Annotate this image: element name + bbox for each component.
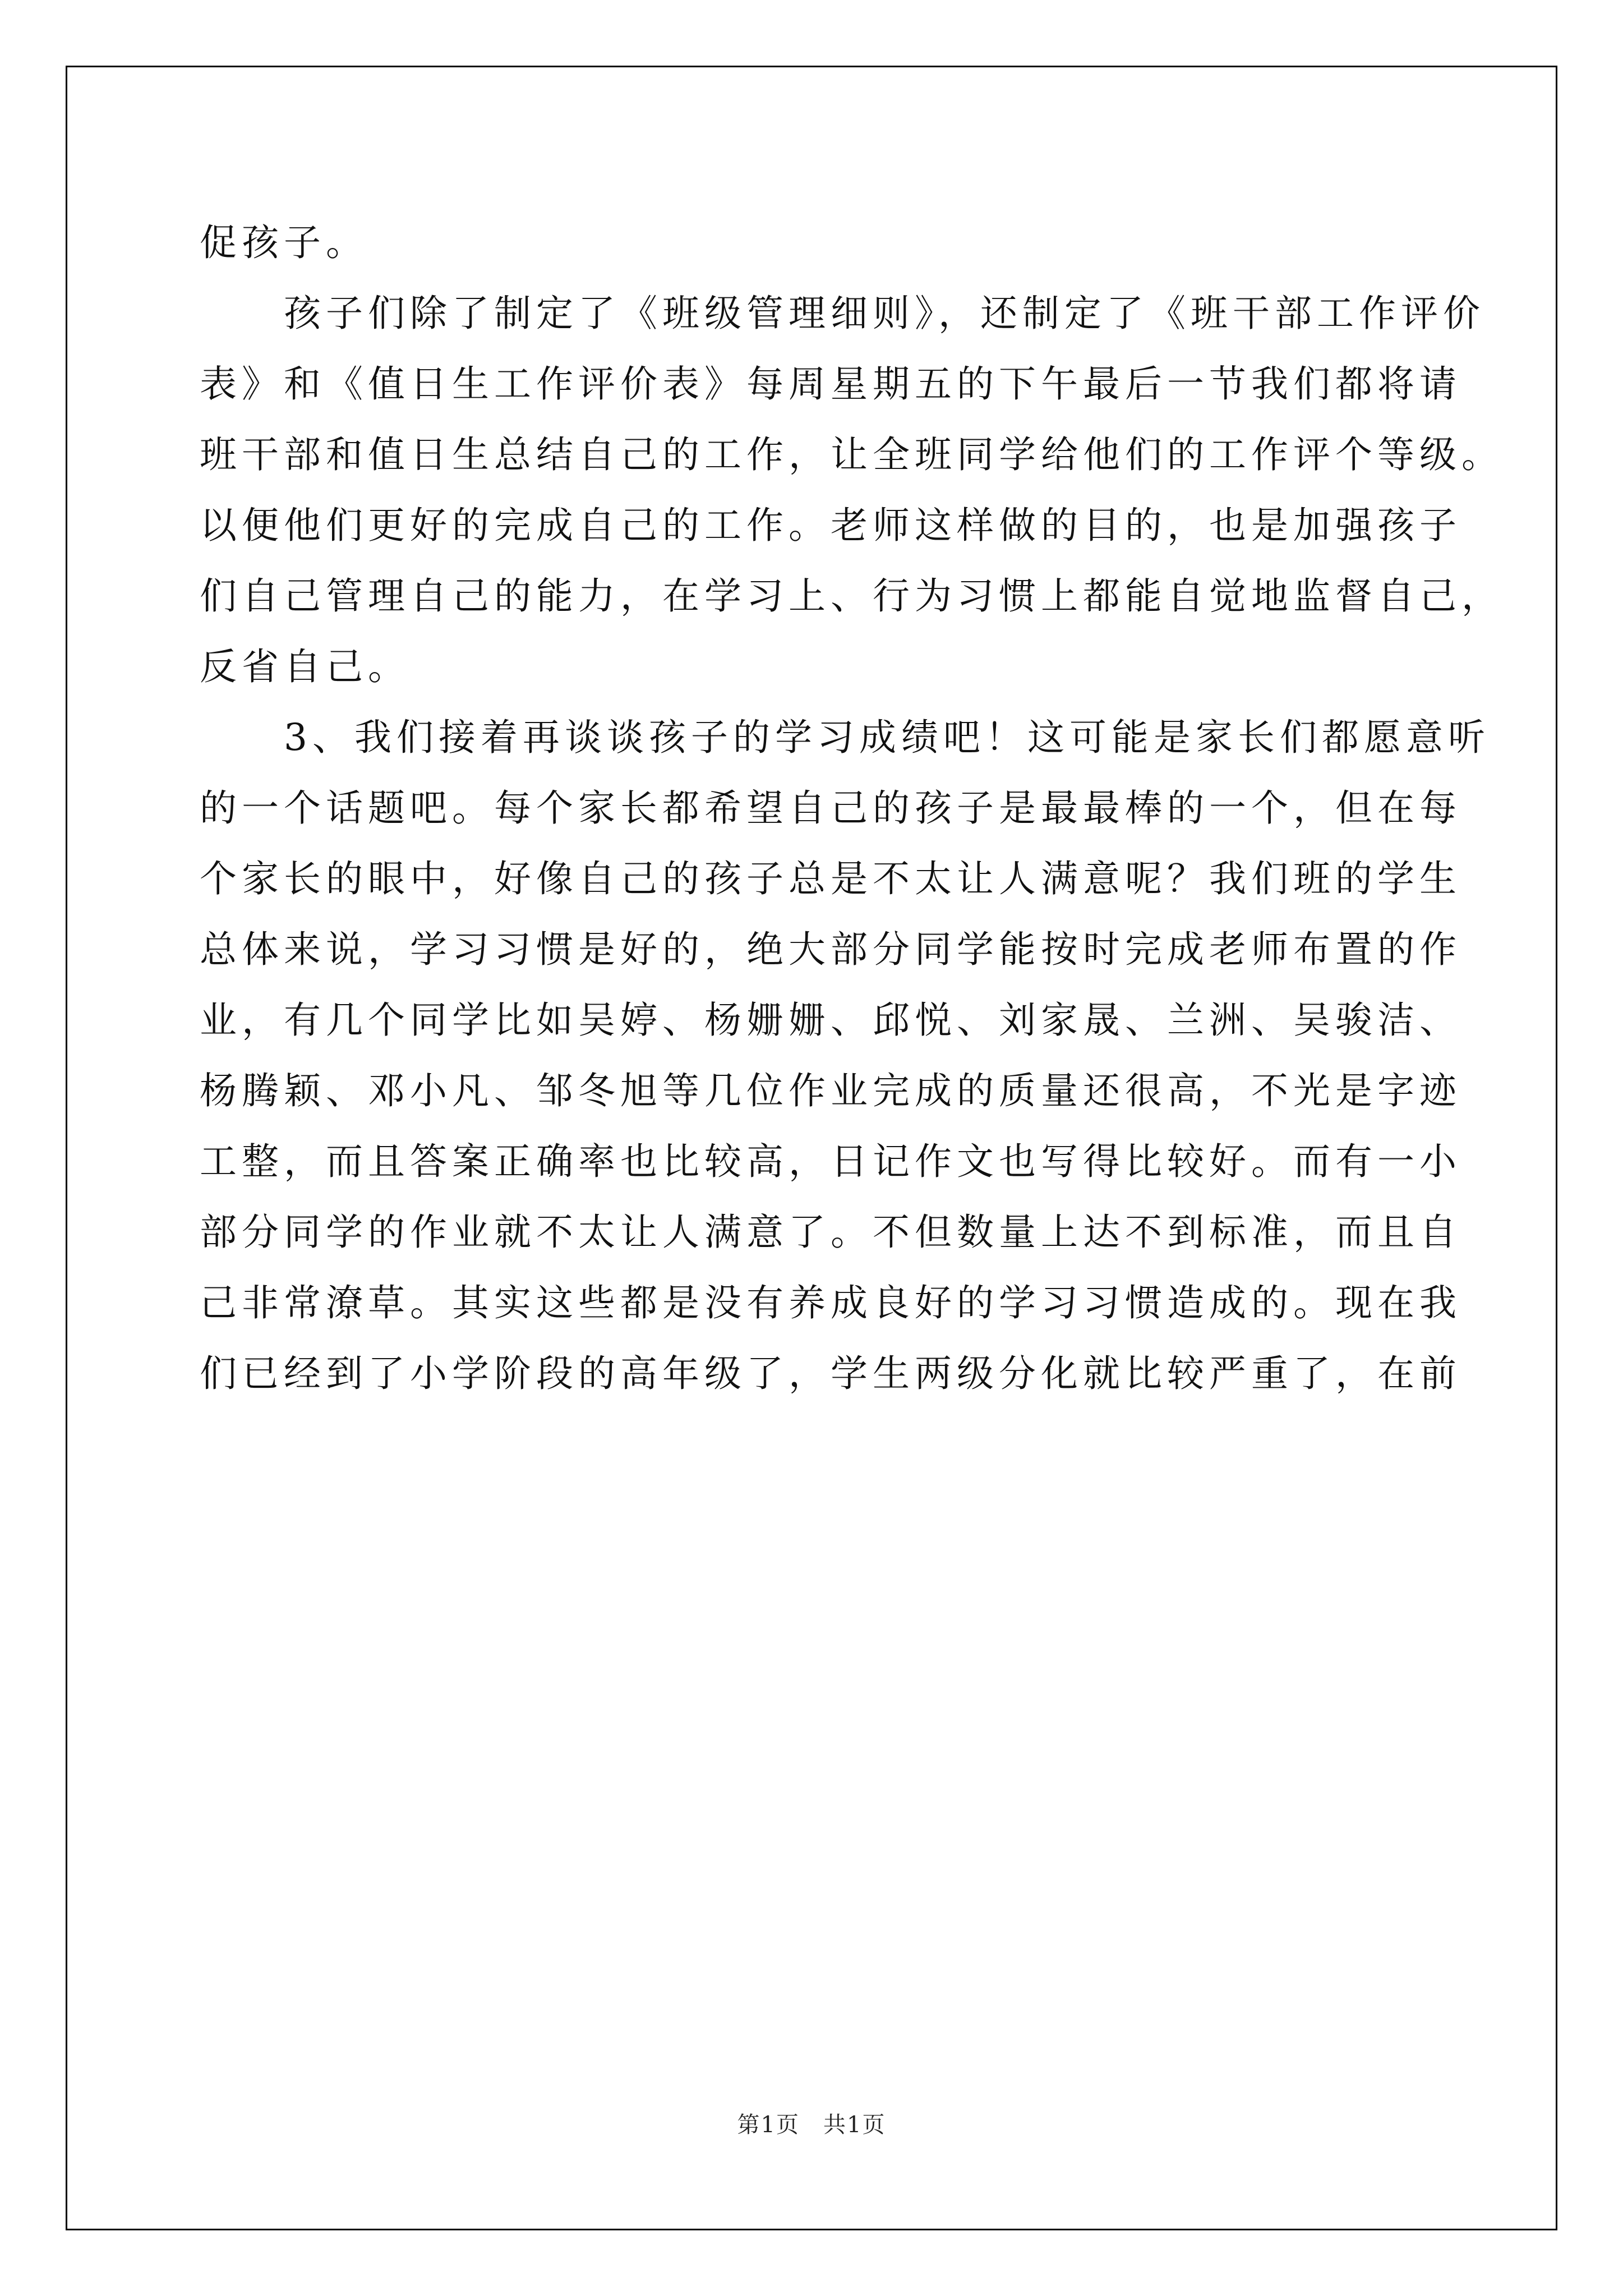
text-line: 个家长的眼中，好像自己的孩子总是不太让人满意呢？我们班的学生 bbox=[200, 857, 1461, 900]
text-line: 班干部和值日生总结自己的工作，让全班同学给他们的工作评个等级。 bbox=[200, 433, 1504, 476]
text-line: 的一个话题吧。每个家长都希望自己的孩子是最最棒的一个，但在每 bbox=[200, 786, 1461, 830]
text-line: 表》和《值日生工作评价表》每周星期五的下午最后一节我们都将请 bbox=[200, 362, 1461, 406]
text-line: 业，有几个同学比如吴婷、杨姗姗、邱悦、刘家晟、兰洲、吴骏洁、 bbox=[200, 999, 1461, 1042]
text-line: 杨腾颖、邓小凡、邹冬旭等几位作业完成的质量还很高，不光是字迹 bbox=[200, 1069, 1461, 1112]
document-body bbox=[200, 208, 1504, 1409]
text-line: 部分同学的作业就不太让人满意了。不但数量上达不到标准，而且自 bbox=[200, 1211, 1461, 1254]
text-line: 己非常潦草。其实这些都是没有养成良好的学习习惯造成的。现在我 bbox=[200, 1281, 1461, 1324]
text-line: 们自己管理自己的能力，在学习上、行为习惯上都能自觉地监督自己， bbox=[200, 574, 1504, 618]
text-line: 总体来说，学习习惯是好的，绝大部分同学能按时完成老师布置的作 bbox=[200, 928, 1461, 971]
text-line: 工整，而且答案正确率也比较高，日记作文也写得比较好。而有一小 bbox=[200, 1140, 1461, 1183]
text-line: 促孩子。 bbox=[200, 221, 368, 264]
text-line: 孩子们除了制定了《班级管理细则》，还制定了《班干部工作评价 bbox=[200, 292, 1485, 335]
text-line: 们已经到了小学阶段的高年级了，学生两级分化就比较严重了，在前 bbox=[200, 1352, 1461, 1395]
text-line: 3、我们接着再谈谈孩子的学习成绩吧！这可能是家长们都愿意听 bbox=[200, 716, 1490, 759]
text-line: 反省自己。 bbox=[200, 645, 410, 688]
page-footer: 第1页 共1页 bbox=[737, 2112, 886, 2138]
text-line: 以便他们更好的完成自己的工作。老师这样做的目的，也是加强孩子 bbox=[200, 504, 1461, 547]
